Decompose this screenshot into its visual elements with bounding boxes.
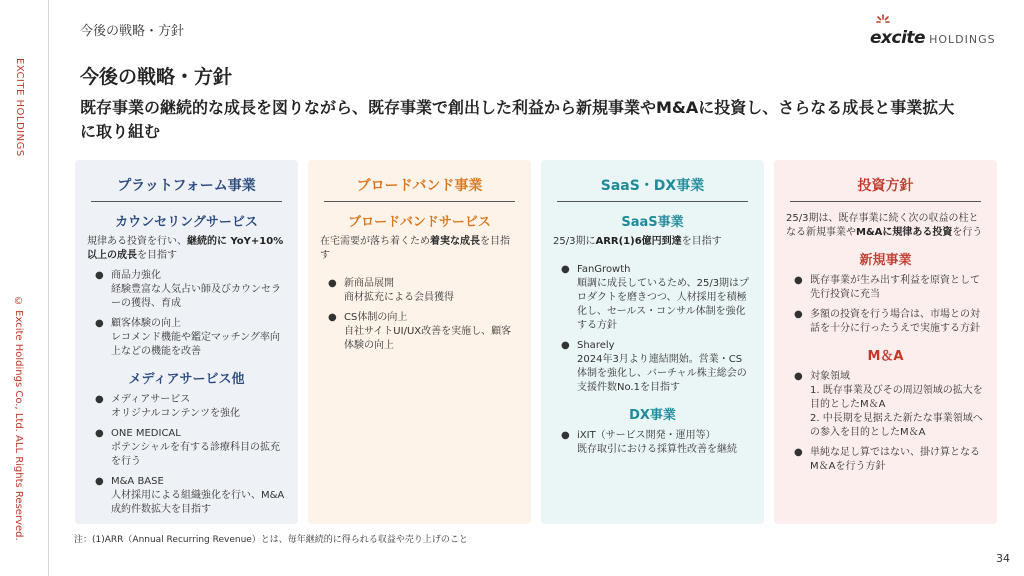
breadcrumb: 今後の戦略・方針: [80, 24, 185, 39]
section-title: メディアサービス他: [128, 372, 245, 387]
list-item: ● 顧客体験の向上 レコメンド機能や鑑定マッチング率向上などの機能を改善: [95, 318, 280, 357]
section-title: カウンセリングサービス: [115, 215, 258, 230]
bullet-list: [553, 429, 752, 457]
bullet-list: [320, 277, 519, 353]
logo-text: excite: [870, 28, 926, 48]
bullet-list: [87, 269, 286, 359]
section-title: SaaS事業: [621, 215, 684, 230]
list-item: ● 商品力強化 経験豊富な人気占い師及びカウンセラーの獲得、育成: [95, 270, 281, 309]
column-platform: [75, 160, 298, 524]
section-title: M＆A: [867, 349, 904, 364]
list-item: ● iXIT（サービス開発・運用等） 既存取引における採算性改善を継続: [561, 430, 737, 455]
list-item: ● 単純な足し算ではない、掛け算となるM＆Aを行う方針: [794, 447, 980, 472]
column-title: プラットフォーム事業: [91, 160, 282, 202]
list-item: ● 既存事業が生み出す利益を原資として先行投資に充当: [794, 275, 980, 300]
section-intro: 25/3期は、既存事業に続く次の収益の柱となる新規事業やM&Aに規律ある投資を行う: [786, 213, 983, 238]
column-title: ブロードバンド事業: [324, 160, 515, 202]
section-title: 新規事業: [859, 253, 912, 268]
list-item: ● メディアサービス オリジナルコンテンツを強化: [95, 394, 240, 419]
section-title: ブロードバンドサービス: [348, 215, 491, 230]
list-item: ● 新商品展開 商材拡充による会員獲得: [328, 278, 454, 303]
section-intro: 規律ある投資を行い、継続的に YoY+10%以上の成長を目指す: [87, 236, 284, 261]
list-item: ● 対象領域 1. 既存事業及びその周辺領域の拡大を目的としたM＆A 2. 中長期を見据えた新たな事業領域への参入を目的としたM＆A: [794, 371, 983, 438]
list-item: ● M&A BASE 人材採用による組織強化を行い、M&A成約件数拡大を目指す: [95, 476, 285, 515]
footnote: 注：(1)ARR（Annual Recurring Revenue）とは、毎年継続的に得られる収益や売り上げのこと: [74, 535, 468, 545]
list-item: ● Sharely 2024年3月より連結開始。営業・CS体制を強化し、バーチャル株主総会の支援件数No.1を目指す: [561, 340, 747, 393]
spark-icon: [876, 14, 890, 28]
company-logo: [870, 18, 996, 48]
list-item: ● CS体制の向上 自社サイトUI/UX改善を実施し、顧客体験の向上: [328, 312, 512, 351]
side-copyright: © Excite Holdings Co., Ltd. ALL Rights Reserved.: [13, 296, 24, 541]
logo-subtext: HOLDINGS: [929, 33, 996, 46]
list-item: ● ONE MEDICAL ポテンシャルを有する診療科目の拡充を行う: [95, 428, 281, 467]
section-intro: 在宅需要が落ち着くため着実な成長を目指す: [320, 236, 510, 261]
section-title: DX事業: [629, 408, 676, 423]
bullet-list: [87, 393, 286, 517]
page-title: 今後の戦略・方針: [80, 66, 233, 88]
lead-statement: 既存事業の継続的な成長を図りながら、既存事業で創出した利益から新規事業やM&Aに投資し、さらなる成長と事業拡大に取り組む: [80, 98, 955, 141]
bullet-list: [553, 263, 752, 395]
side-bar: [0, 0, 49, 576]
page-number: 34: [996, 552, 1010, 565]
side-brand-text: EXCITE HOLDINGS: [14, 58, 25, 157]
list-item: ● FanGrowth 順調に成長しているため、25/3期はプロダクトを磨きつつ、人材採用を積極化し、セールス・コンサル体制を強化する方針: [561, 264, 750, 331]
column-investment-policy: [774, 160, 997, 524]
column-broadband: [308, 160, 531, 524]
bullet-list: [786, 370, 985, 474]
column-saas-dx: [541, 160, 764, 524]
section-intro: 25/3期にARR(1)6億円到達を目指す: [553, 236, 722, 247]
column-title: 投資方針: [790, 160, 981, 202]
column-title: SaaS・DX事業: [557, 160, 748, 202]
bullet-list: [786, 274, 985, 336]
list-item: ● 多額の投資を行う場合は、市場との対話を十分に行ったうえで実施する方針: [794, 309, 980, 334]
